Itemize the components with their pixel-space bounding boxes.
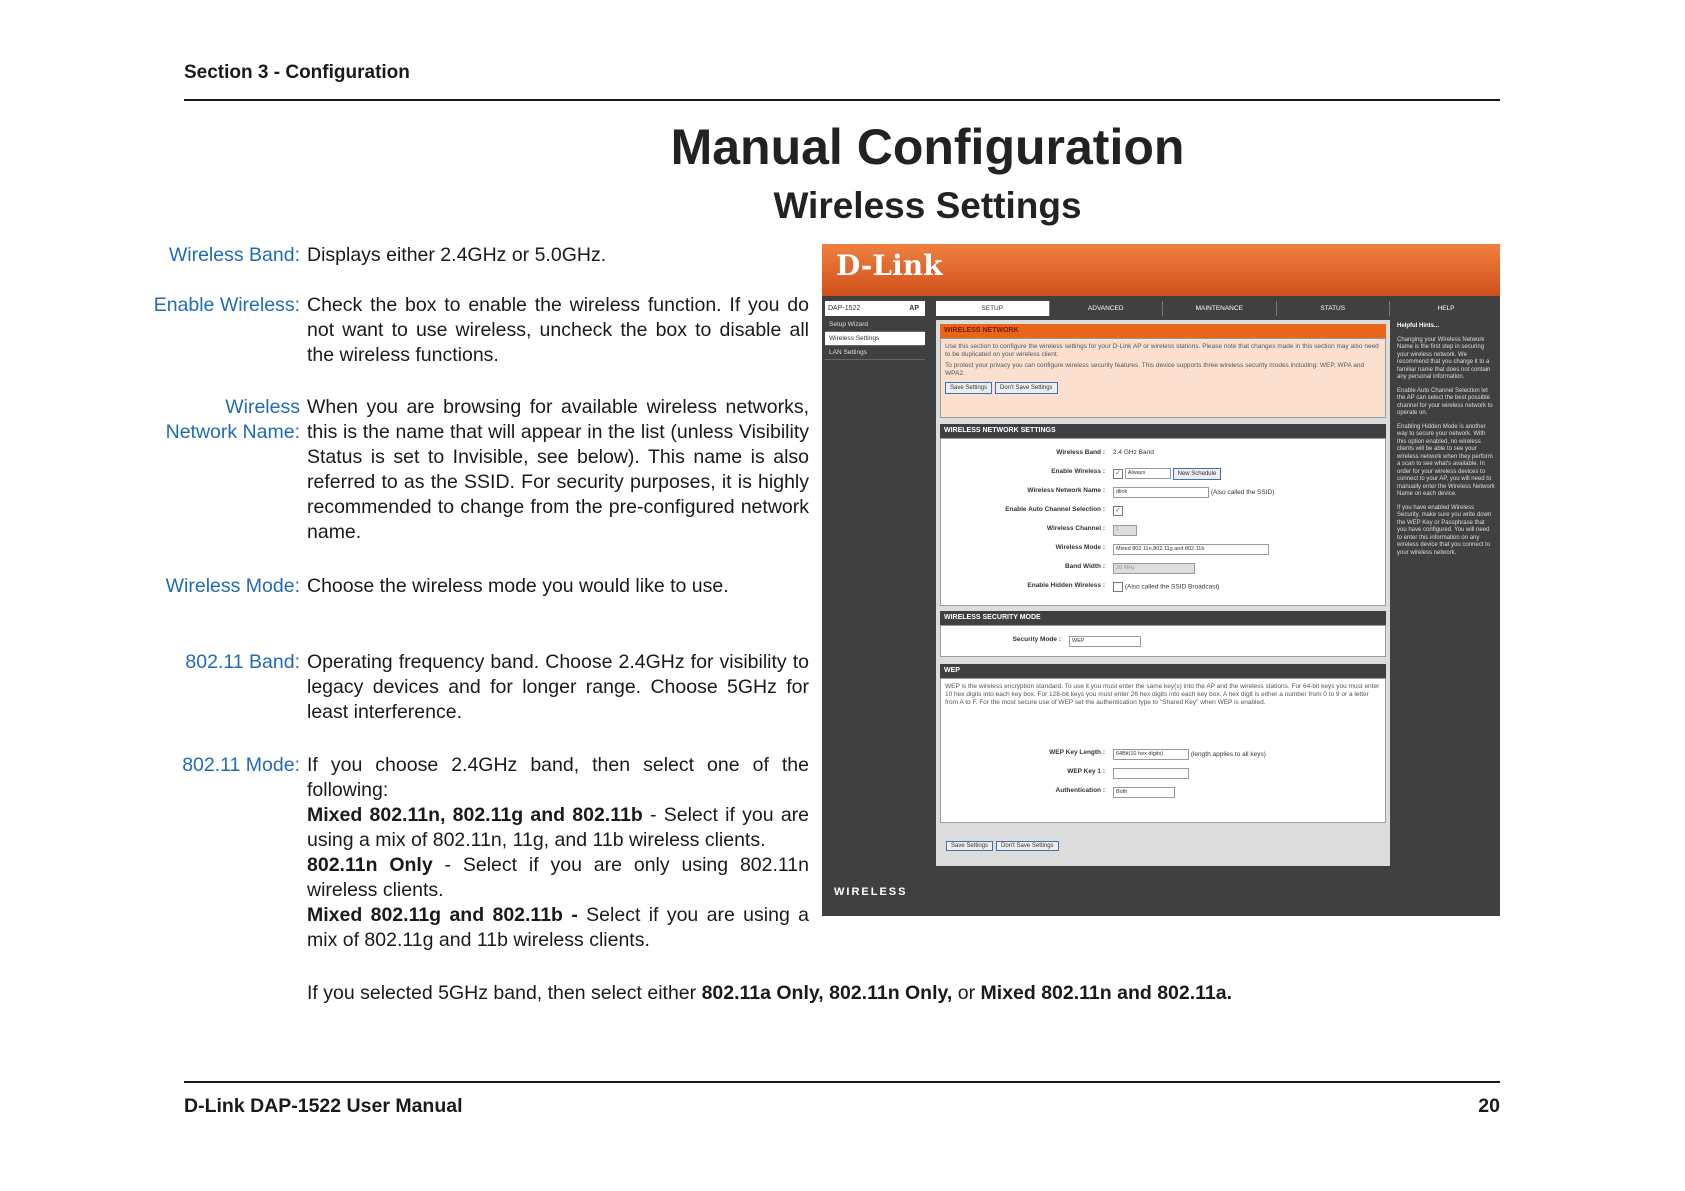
wireless-footer-label: WIRELESS — [834, 886, 908, 898]
channel-label: Wireless Channel : — [1046, 525, 1105, 532]
dont-save-settings-button[interactable]: Don't Save Settings — [995, 382, 1058, 394]
enable-wireless-checkbox[interactable]: ✓ — [1113, 469, 1123, 479]
network-name-note: (Also called the SSID) — [1210, 489, 1275, 497]
model-mode: AP — [909, 305, 919, 312]
footer-rule — [184, 1081, 1500, 1083]
page-title: Manual Configuration — [670, 119, 1185, 175]
wep-key-length-note: (length applies to all keys) — [1190, 751, 1266, 759]
mode-opt3-title: Mixed 802.11g and 802.11b - — [307, 904, 578, 926]
help-item: Enabling Hidden Mode is another way to secure your network. With this option enabled, no wireless clients will be able to see your wireless network when they perform a scan to see what's available. In order for your wireless devices to connect to your AP, you will need to manually enter the Wireless Network Name on each device. — [1397, 423, 1495, 497]
nav-wireless-settings[interactable]: Wireless Settings — [825, 332, 925, 346]
main-content — [936, 320, 1390, 866]
mode-opt2-title: 802.11n Only — [307, 854, 433, 876]
band-width-select[interactable]: 20 MHz — [1113, 563, 1195, 574]
wireless-mode-select[interactable]: Mixed 802.11n,802.11g and 802.11b — [1113, 544, 1269, 555]
wep-box — [940, 678, 1386, 823]
tab-advanced[interactable]: ADVANCED — [1050, 301, 1164, 316]
page-number: 20 — [1478, 1095, 1500, 1117]
help-item: Enable Auto Channel Selection let the AP can select the best possible channel for your wireless network to operate on. — [1397, 387, 1493, 416]
security-mode-box — [940, 625, 1386, 657]
wep-key-length-label: WEP Key Length : — [1049, 749, 1105, 756]
wireless-network-text1: Use this section to configure the wireless settings for your D-Link AP or wireless stations. Please note that changes made in this section may also need to be duplicated on your wireless client. — [945, 343, 1379, 358]
term-wireless-mode: Wireless Mode: — [165, 575, 300, 597]
mode-intro: If you choose 2.4GHz band, then select one of the following: — [307, 754, 809, 801]
network-name-input[interactable]: dlink — [1113, 487, 1209, 498]
security-mode-select[interactable]: WEP — [1069, 636, 1141, 647]
help-title: Helpful Hints... — [1397, 323, 1439, 329]
desc-wireless-band: Displays either 2.4GHz or 5.0GHz. — [307, 244, 607, 266]
model-name: DAP-1522 — [828, 305, 861, 312]
term-80211-band: 802.11 Band: — [185, 651, 300, 673]
footer-note — [307, 982, 1232, 1005]
band-width-label: Band Width : — [1064, 563, 1105, 570]
tab-setup[interactable]: SETUP — [936, 301, 1050, 316]
desc-80211-mode — [307, 753, 809, 953]
nav-setup-wizard[interactable]: Setup Wizard — [825, 318, 925, 332]
term-enable-wireless: Enable Wireless: — [153, 294, 300, 316]
mode-opt1-text: - Select if you are using a mix of 802.11n, 11g, and 11b wireless clients. — [307, 804, 810, 851]
hidden-wireless-label: Enable Hidden Wireless : — [1027, 582, 1105, 589]
dont-save-settings-button-bottom[interactable]: Don't Save Settings — [996, 841, 1059, 851]
hidden-wireless-checkbox[interactable] — [1113, 582, 1123, 592]
term-network-name-line1: Wireless — [225, 396, 300, 418]
auto-channel-checkbox[interactable]: ✓ — [1113, 506, 1123, 516]
tab-maintenance[interactable]: MAINTENANCE — [1163, 301, 1277, 316]
wep-key1-label: WEP Key 1 : — [1067, 768, 1105, 775]
help-panel — [1394, 320, 1498, 866]
term-network-name-line2: Network Name: — [165, 421, 300, 443]
footer-note-bold1: 802.11a Only, 802.11n Only, — [701, 982, 953, 1004]
wep-heading: WEP — [940, 664, 1386, 678]
footer-manual-title: D-Link DAP-1522 User Manual — [184, 1095, 463, 1117]
header-rule — [184, 99, 1500, 101]
enable-wireless-label: Enable Wireless : — [1051, 468, 1105, 475]
dlink-logo: D-Link — [836, 249, 943, 282]
save-settings-button-bottom[interactable]: Save Settings — [946, 841, 993, 851]
term-network-name — [0, 395, 300, 445]
wireless-network-heading: WIRELESS NETWORK — [940, 324, 1386, 338]
auto-channel-label: Enable Auto Channel Selection : — [1005, 506, 1105, 513]
help-item: If you have enabled Wireless Security, make sure you write down the WEP Key or Passphrase that you have configured. You will need to enter this information on any wireless device that you connect to your wireless network. — [1397, 504, 1492, 556]
band-label: Wireless Band : — [1056, 449, 1105, 456]
mode-opt1-title: Mixed 802.11n, 802.11g and 802.11b — [307, 804, 643, 826]
footer-note-mid: or — [952, 982, 981, 1004]
security-mode-heading: WIRELESS SECURITY MODE — [940, 611, 1386, 625]
schedule-select[interactable]: Always — [1125, 468, 1171, 479]
desc-wireless-mode: Choose the wireless mode you would like to use. — [307, 575, 729, 597]
wep-key-length-select[interactable]: 64Bit(10 hex digits) — [1113, 749, 1189, 760]
tab-status[interactable]: STATUS — [1277, 301, 1391, 316]
save-settings-button[interactable]: Save Settings — [945, 382, 992, 394]
screenshot-footer — [822, 872, 1500, 916]
desc-enable-wireless: Check the box to enable the wireless function. If you do not want to use wireless, uncheck the box to disable all the wireless functions. — [307, 294, 809, 366]
term-80211-mode: 802.11 Mode: — [182, 754, 300, 776]
network-settings-box — [940, 438, 1386, 606]
term-wireless-band: Wireless Band: — [168, 244, 300, 266]
section-header: Section 3 - Configuration — [184, 62, 410, 83]
top-tabs — [936, 301, 1390, 316]
nav-lan-settings[interactable]: LAN Settings — [825, 346, 925, 360]
wep-key1-input[interactable] — [1113, 768, 1189, 779]
router-screenshot — [822, 244, 1500, 916]
channel-select[interactable]: 1 — [1113, 525, 1137, 536]
mode-opt2-text: - Select if you are only using 802.11n wireless clients. — [307, 854, 809, 901]
network-name-label: Wireless Network Name : — [1027, 487, 1105, 494]
help-item: Changing your Wireless Network Name is the first step in securing your wireless network. We recommend that you change it to a familiar name that does not contain any personal information. — [1397, 336, 1491, 380]
tab-help[interactable]: HELP — [1437, 305, 1455, 312]
wireless-network-text2: To protect your privacy you can configure wireless security features. This device supports three wireless security modes including: WEP, WPA and WPA2. — [945, 362, 1365, 377]
page-subtitle: Wireless Settings — [773, 185, 1082, 226]
band-value: 2.4 GHz Band — [1113, 449, 1154, 456]
footer-note-prefix: If you selected 5GHz band, then select either — [307, 982, 702, 1004]
desc-80211-band: Operating frequency band. Choose 2.4GHz for visibility to legacy devices and for longer range. Choose 5GHz for least interference. — [307, 651, 809, 723]
new-schedule-button[interactable]: New Schedule — [1173, 468, 1222, 480]
security-mode-label: Security Mode : — [1012, 636, 1061, 643]
wireless-mode-label: Wireless Mode : — [1055, 544, 1105, 551]
mode-opt3-text: Select if you are using a mix of 802.11g and 11b wireless clients. — [307, 904, 809, 951]
network-settings-heading: WIRELESS NETWORK SETTINGS — [940, 424, 1386, 438]
authentication-select[interactable]: Both — [1113, 787, 1175, 798]
desc-network-name: When you are browsing for available wireless networks, this is the name that will appear in the list (unless Visibility Status is set to Invisible, see below). This name is also referred to as the SSID. For security purposes, it is highly recommended to change from the pre-configured network name. — [307, 396, 809, 543]
wireless-network-box — [940, 338, 1386, 418]
model-label — [825, 301, 925, 316]
authentication-label: Authentication : — [1055, 787, 1105, 794]
dlink-banner — [822, 244, 1500, 296]
footer-note-bold2: Mixed 802.11n and 802.11a. — [980, 982, 1233, 1004]
left-nav — [825, 318, 925, 858]
hidden-wireless-note: (Also called the SSID Broadcast) — [1124, 583, 1220, 591]
wep-description: WEP is the wireless encryption standard. To use it you must enter the same key(s) into the AP and the wireless stations. For 64-bit keys you must enter 10 hex digits into each key box. For 128-bit keys you must enter 26 hex digits into each key box. A hex digit is either a number from 0 to 9 or a letter from A to F. For the most secure use of WEP set the authentication type to "Shared Key" when WEP is enabled. — [945, 683, 1380, 706]
